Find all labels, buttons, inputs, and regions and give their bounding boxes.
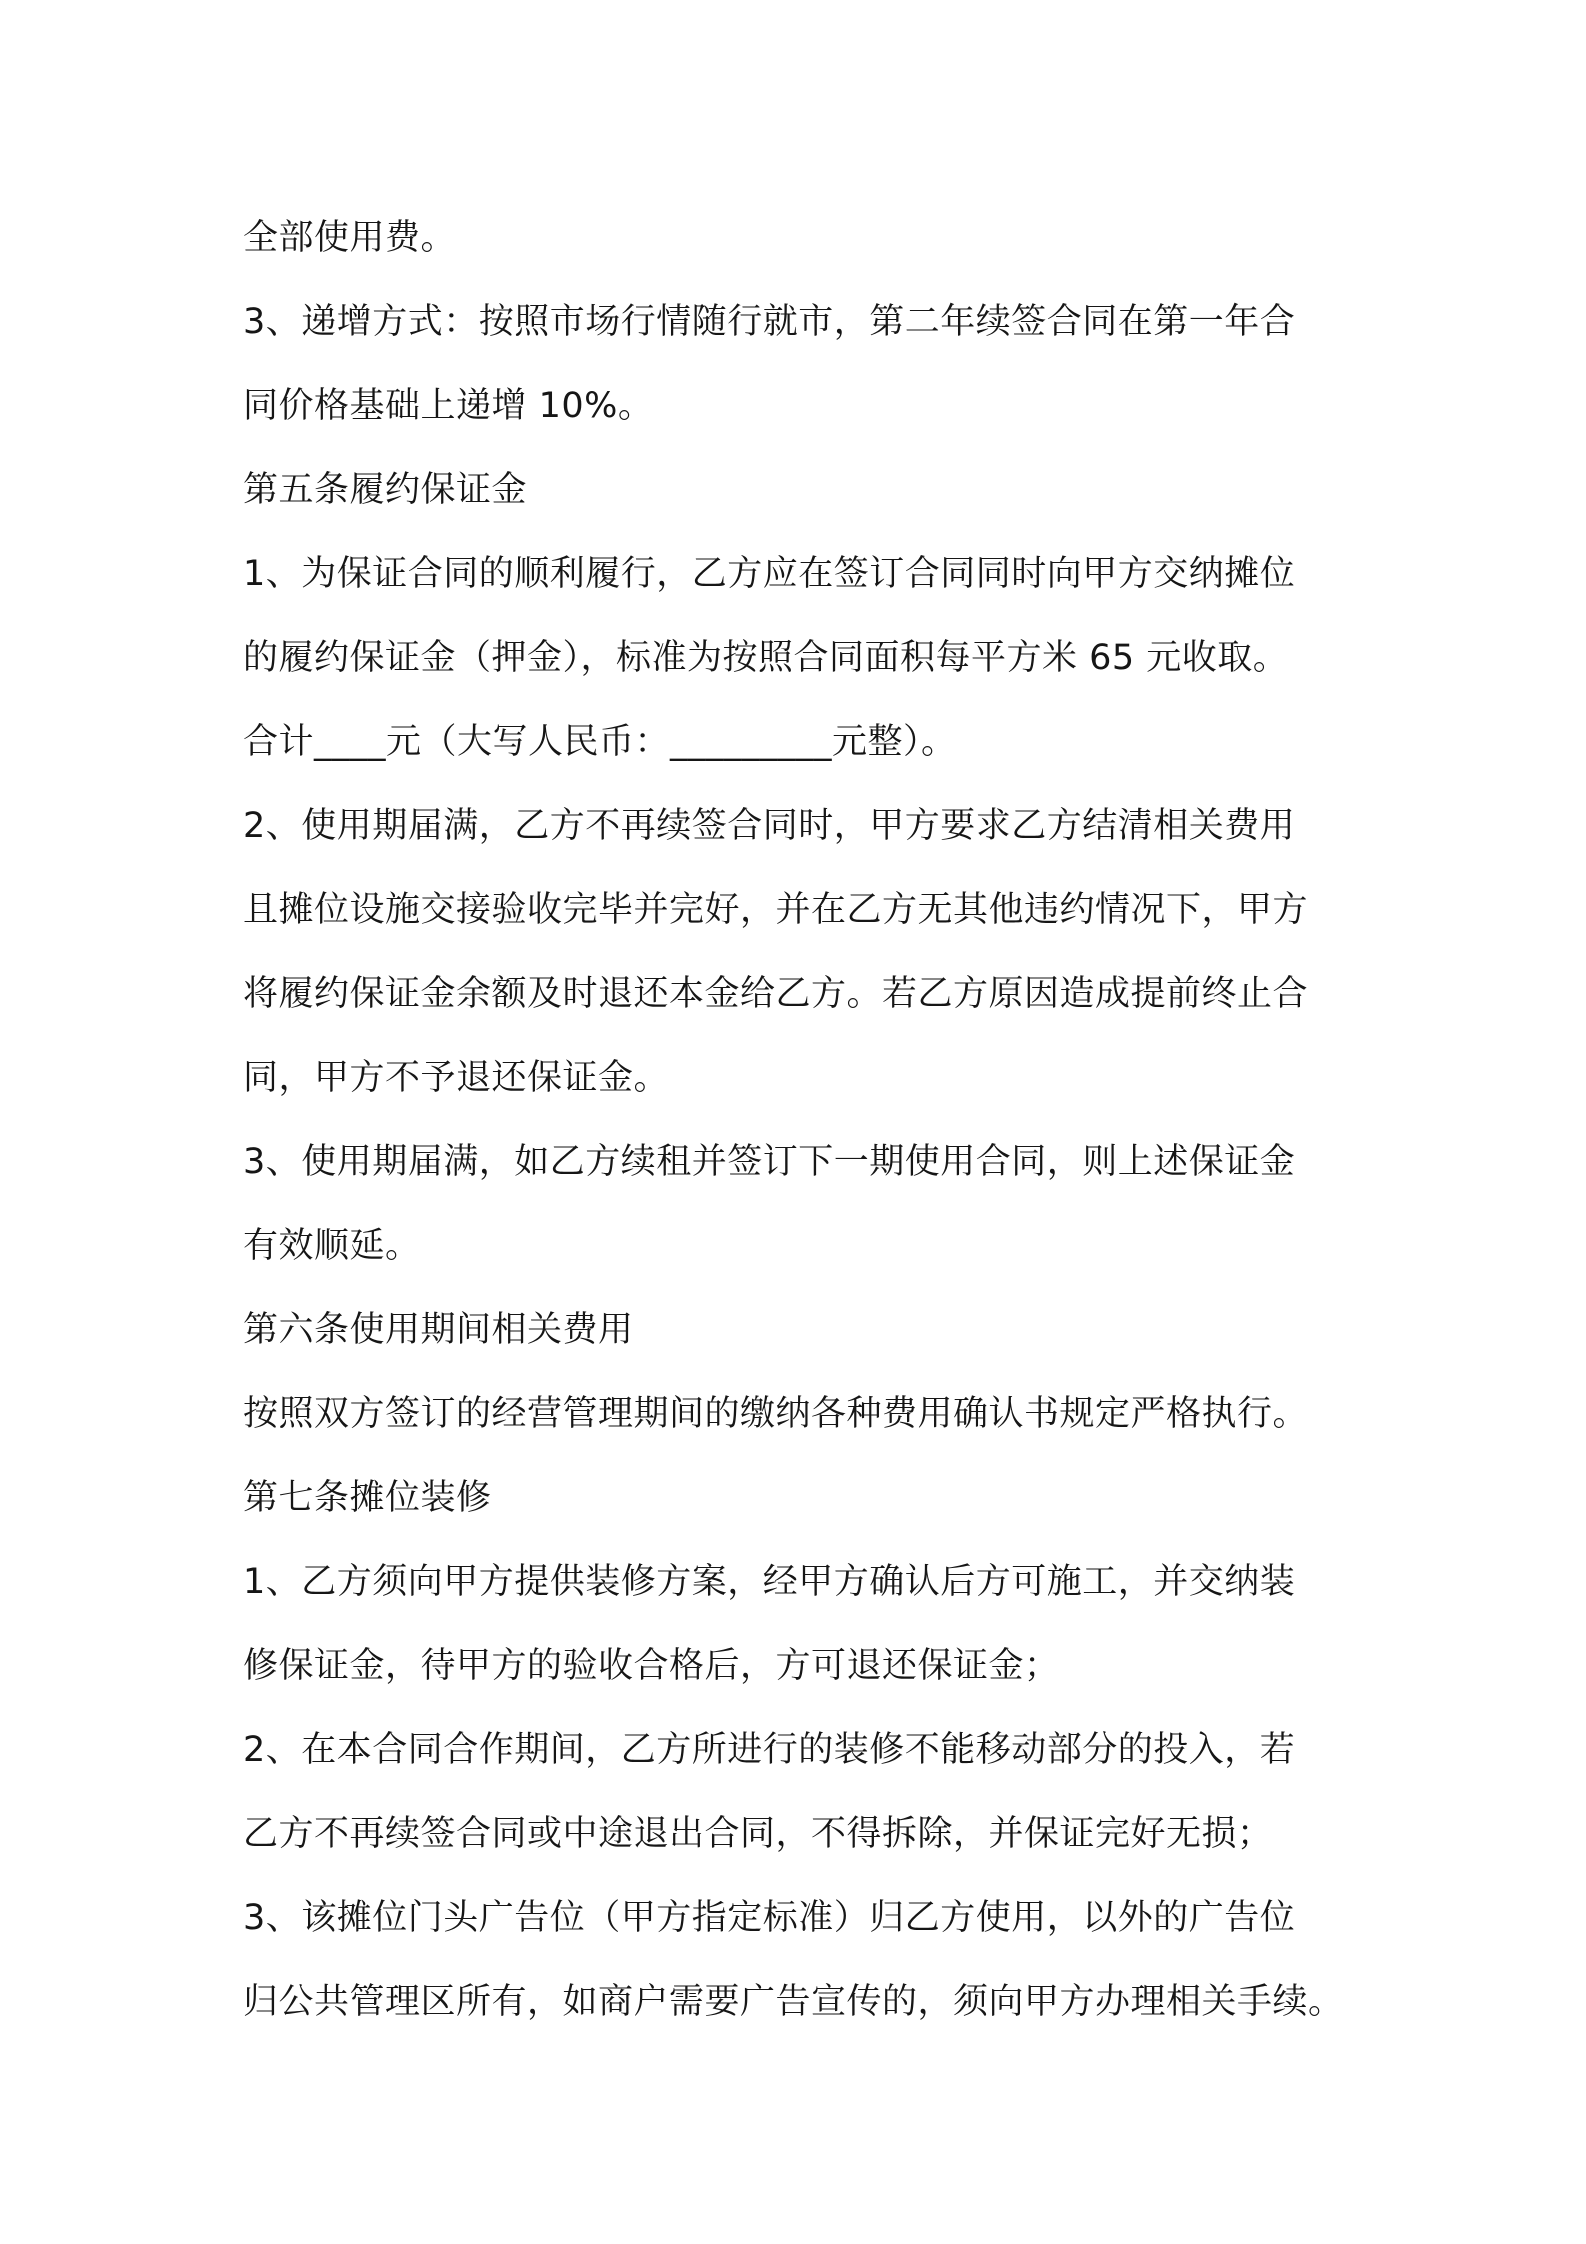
section-heading: 第六条使用期间相关费用: [243, 1310, 634, 1350]
section-heading: 第五条履约保证金: [243, 470, 528, 510]
text-line: 且摊位设施交接验收完毕并完好，并在乙方无其他违约情况下，甲方: [243, 890, 1309, 930]
text-line: 3、使用期届满，如乙方续租并签订下一期使用合同，则上述保证金: [243, 1142, 1296, 1182]
text-line: 有效顺延。: [243, 1226, 421, 1266]
text-line: 同，甲方不予退还保证金。: [243, 1058, 670, 1098]
text-line: 1、为保证合同的顺利履行，乙方应在签订合同同时向甲方交纳摊位: [243, 554, 1296, 594]
text-line: 归公共管理区所有，如商户需要广告宣传的，须向甲方办理相关手续。: [243, 1982, 1344, 2022]
text-line: 按照双方签订的经营管理期间的缴纳各种费用确认书规定严格执行。: [243, 1394, 1309, 1434]
text-line: 修保证金，待甲方的验收合格后，方可退还保证金；: [243, 1646, 1060, 1686]
text-line: 乙方不再续签合同或中途退出合同，不得拆除，并保证完好无损；: [243, 1814, 1273, 1854]
text-line: 全部使用费。: [243, 218, 457, 258]
text-line: 将履约保证金余额及时退还本金给乙方。若乙方原因造成提前终止合: [243, 974, 1309, 1014]
text-line: 的履约保证金（押金），标准为按照合同面积每平方米 65 元收取。: [243, 638, 1289, 678]
document-body: [243, 196, 1363, 2044]
text-line: 2、使用期届满，乙方不再续签合同时，甲方要求乙方结清相关费用: [243, 806, 1296, 846]
section-heading: 第七条摊位装修: [243, 1478, 492, 1518]
text-line: 2、在本合同合作期间，乙方所进行的装修不能移动部分的投入，若: [243, 1730, 1296, 1770]
text-line: 同价格基础上递增 10%。: [243, 386, 654, 426]
text-line: 合计____元（大写人民币：_________元整）。: [243, 722, 957, 762]
text-line: 1、乙方须向甲方提供装修方案，经甲方确认后方可施工，并交纳装: [243, 1562, 1296, 1602]
text-line: 3、该摊位门头广告位（甲方指定标准）归乙方使用，以外的广告位: [243, 1898, 1296, 1938]
text-line: 3、递增方式：按照市场行情随行就市，第二年续签合同在第一年合: [243, 302, 1296, 342]
